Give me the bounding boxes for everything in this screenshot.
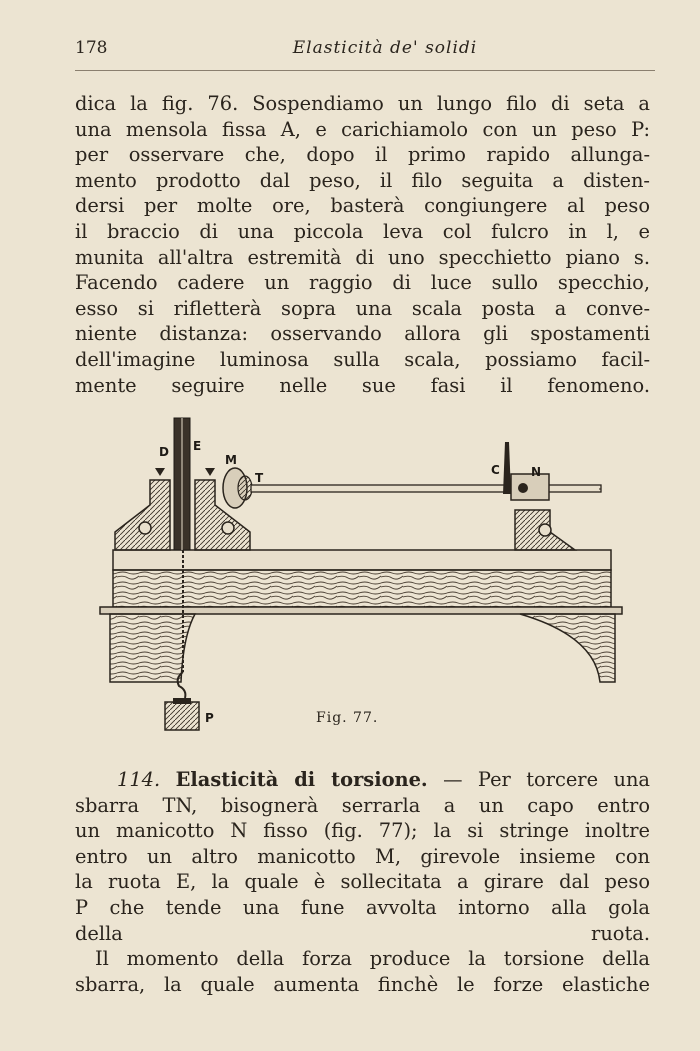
text-line: il braccio di una piccola leva col fulcro in l, e bbox=[75, 219, 650, 243]
text-line: entro un altro manicotto M, girevole insieme con bbox=[75, 844, 650, 868]
page-number: 178 bbox=[75, 38, 108, 58]
text-line: sbarra TN, bisognerà serrarla a un capo entro bbox=[75, 793, 650, 817]
text-line: della ruota. bbox=[75, 921, 650, 945]
text-line: la ruota E, la quale è sollecitata a girare dal peso bbox=[75, 870, 650, 894]
running-title: Elasticità de' solidi bbox=[292, 38, 478, 58]
text-line: dersi per molte ore, basterà congiungere al peso bbox=[75, 194, 650, 218]
label-d: D bbox=[159, 445, 169, 459]
label-m: M bbox=[225, 453, 237, 467]
text-line: mente seguire nelle sue fasi il fenomeno. bbox=[75, 373, 650, 397]
text-line: un manicotto N fisso (fig. 77); la si stringe inoltre bbox=[75, 819, 650, 843]
label-e: E bbox=[193, 439, 202, 453]
text-line: dica la fig. 76. Sospendiamo un lungo filo di seta a bbox=[75, 92, 650, 115]
page-header bbox=[75, 36, 655, 66]
section-heading-line bbox=[75, 767, 650, 793]
text-line: P che tende una fune avvolta intorno alla gola bbox=[75, 895, 650, 919]
text-line: esso si rifletterà sopra una scala posta a conve- bbox=[75, 296, 650, 320]
label-c: C bbox=[491, 463, 500, 477]
label-n: N bbox=[531, 465, 542, 479]
text-line: Facendo cadere un raggio di luce sullo specchio, bbox=[75, 271, 650, 295]
text-line: Il momento della forza produce la torsione della bbox=[95, 947, 650, 971]
figure-77-torsion-apparatus bbox=[95, 410, 630, 740]
paragraph-2 bbox=[75, 767, 650, 997]
text-fragment: — Per torcere una bbox=[427, 768, 650, 791]
section-title: Elasticità di torsione. bbox=[175, 768, 428, 791]
section-number: 114. bbox=[117, 768, 161, 791]
header-rule bbox=[75, 70, 655, 71]
figure-caption: Fig. 77. bbox=[316, 710, 379, 726]
text-line: mento prodotto dal peso, il filo seguita a disten- bbox=[75, 168, 650, 192]
torsion-apparatus-illustration bbox=[95, 410, 630, 740]
label-t: T bbox=[255, 471, 264, 485]
label-p: P bbox=[205, 711, 214, 725]
text-line: niente distanza: osservando allora gli spostamenti bbox=[75, 322, 650, 346]
text-line: una mensola fissa A, e carichiamolo con un peso P: bbox=[75, 117, 650, 141]
text-line: dell'imagine luminosa sulla scala, possiamo facil- bbox=[75, 347, 650, 371]
text-line: per osservare che, dopo il primo rapido allunga- bbox=[75, 143, 650, 167]
paragraph-1 bbox=[75, 91, 650, 398]
text-line: munita all'altra estremità di uno specchietto piano s. bbox=[75, 245, 650, 269]
text-line: sbarra, la quale aumenta finchè le forze elastiche bbox=[75, 972, 650, 996]
